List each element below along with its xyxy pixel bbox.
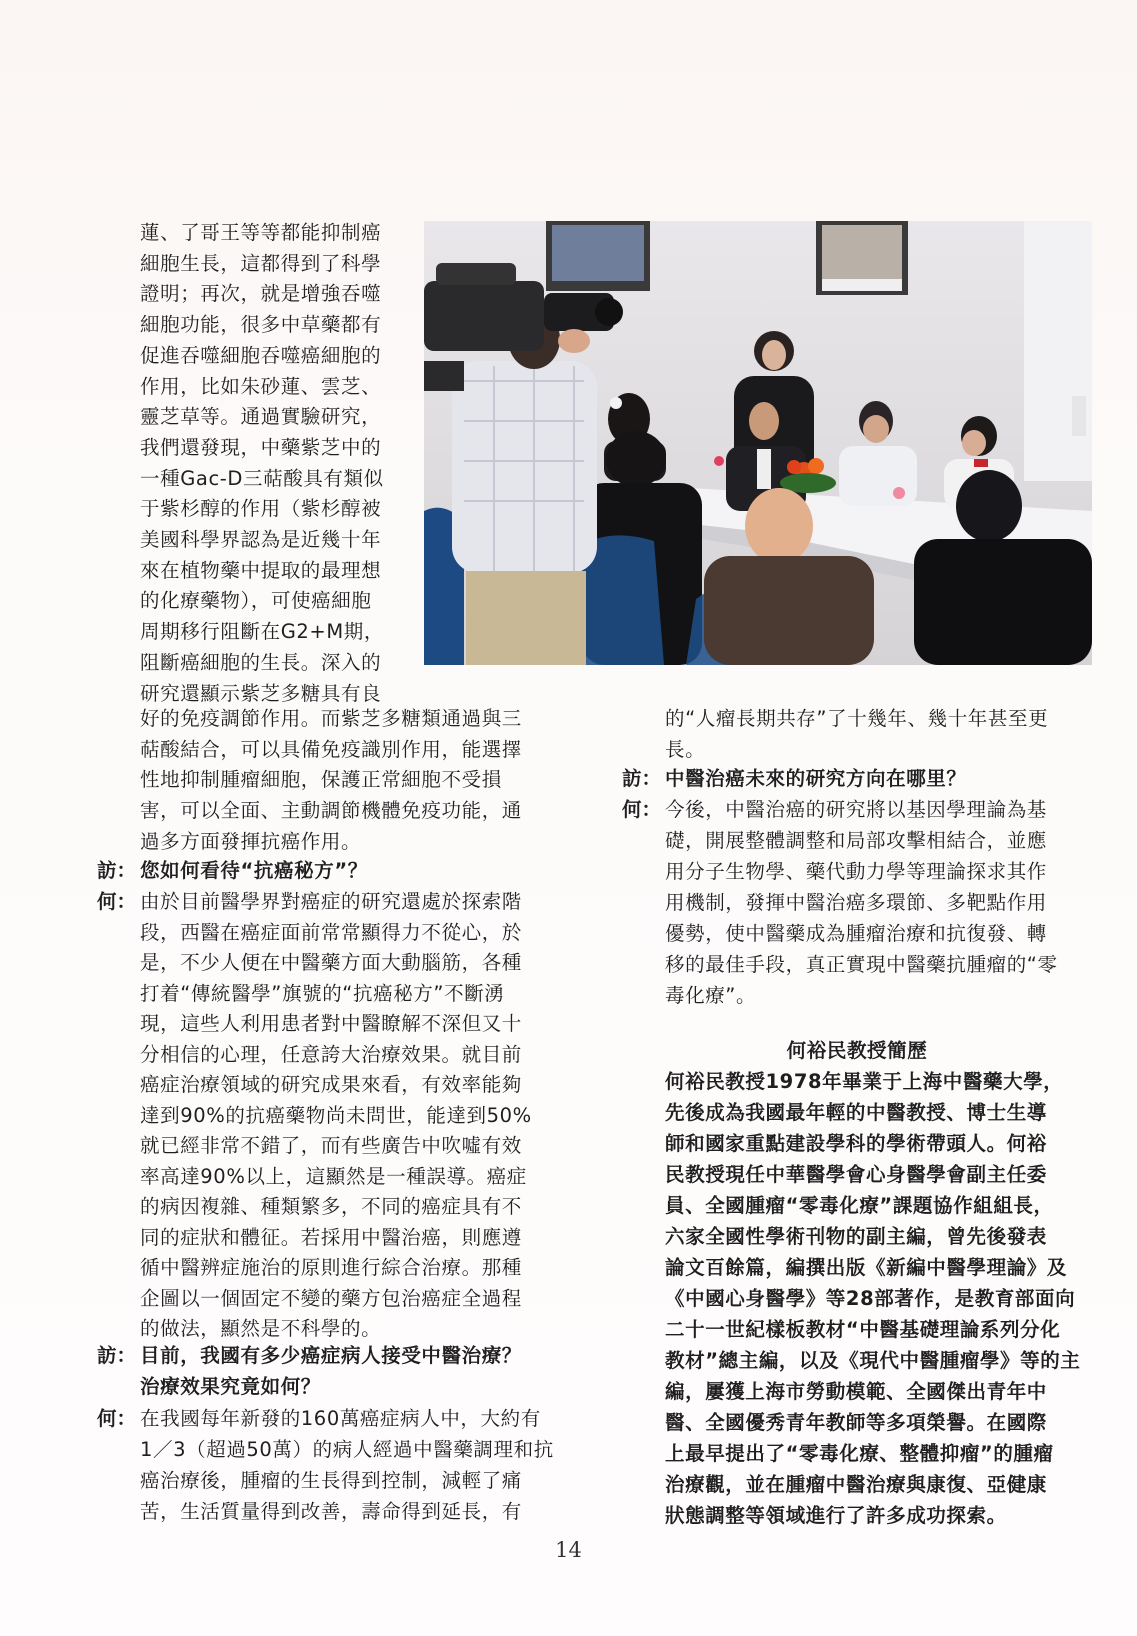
text-line: 好的免疫調節作用。而紫芝多糖類通過與三 <box>140 707 522 730</box>
text-line: 過多方面發揮抗癌作用。 <box>140 829 362 853</box>
text-line: 打着“傳統醫學”旗號的“抗癌秘方”不斷湧 <box>140 981 505 1005</box>
text-line: 細胞生長，這都得到了科學 <box>140 251 382 275</box>
text-line: 研究還顯示紫芝多糖具有良 <box>140 681 382 705</box>
text-line: 同的症狀和體征。若採用中醫治癌，則應遵 <box>140 1225 522 1249</box>
text-line: 的化療藥物），可使癌細胞 <box>140 589 372 613</box>
photo-illustration <box>424 221 1092 665</box>
bio-title: 何裕民教授簡歷 <box>786 1039 928 1062</box>
text-line: 達到90%的抗癌藥物尚未問世，能達到50% <box>140 1103 532 1127</box>
text-line: 由於目前醫學界對癌症的研究還處於探索階 <box>140 890 522 913</box>
text-line: 教材”總主編，以及《現代中醫腫瘤學》等的主 <box>665 1349 1081 1372</box>
text-line: 的“人瘤長期共存”了十幾年、幾十年甚至更 <box>665 707 1049 730</box>
text-line: 促進吞噬細胞吞噬癌細胞的 <box>140 343 382 367</box>
text-line: 苦，生活質量得到改善，壽命得到延長，有 <box>140 1500 522 1523</box>
text-line: 治療效果究竟如何？ <box>140 1375 321 1398</box>
interviewer-label: 訪： <box>97 1344 137 1367</box>
interviewer-label: 訪： <box>97 859 137 882</box>
text-line: 治療觀，並在腫瘤中醫治療與康復、亞健康 <box>665 1473 1047 1496</box>
text-line: 是，不少人便在中醫藥方面大動腦筋，各種 <box>140 951 522 974</box>
text-line: 醫、全國優秀青年教師等多項榮譽。在國際 <box>665 1411 1047 1434</box>
text-line: 癌症治療領域的研究成果來看，有效率能夠 <box>140 1073 522 1096</box>
text-line: 六家全國性學術刊物的副主編，曾先後發表 <box>665 1225 1047 1248</box>
text-line: 上最早提出了“零毒化療、整體抑瘤”的腫瘤 <box>665 1442 1054 1465</box>
text-line: 長。 <box>665 738 706 761</box>
text-line: 蓮、了哥王等等都能抑制癌 <box>140 221 382 244</box>
answer-label: 何： <box>622 798 662 821</box>
text-line: 二十一世紀樣板教材“中醫基礎理論系列分化 <box>665 1318 1061 1341</box>
text-line: 論文百餘篇，編撰出版《新編中醫學理論》及 <box>665 1256 1068 1279</box>
text-line: 先後成為我國最年輕的中醫教授、博士生導 <box>665 1101 1047 1124</box>
text-line: 企圖以一個固定不變的藥方包治癌症全過程 <box>140 1286 522 1310</box>
text-line: 細胞功能，很多中草藥都有 <box>140 313 382 337</box>
text-line: 何裕民教授1978年畢業于上海中醫藥大學， <box>665 1070 1064 1093</box>
text-line: 作用，比如朱砂蓮、雲芝、 <box>140 374 382 398</box>
text-line: 段，西醫在癌症面前常常顯得力不從心，於 <box>140 920 522 944</box>
text-line: 狀態調整等領域進行了許多成功探索。 <box>665 1504 1007 1527</box>
answer-label: 何： <box>97 890 137 913</box>
text-line: 來在植物藥中提取的最理想 <box>140 558 382 582</box>
text-line: 員、全國腫瘤“零毒化療”課題協作組組長， <box>665 1194 1054 1217</box>
interviewer-label: 訪： <box>622 767 662 790</box>
text-line: 我們還發現，中藥紫芝中的 <box>140 435 382 459</box>
text-line: 就已經非常不錯了，而有些廣告中吹噓有效 <box>140 1134 522 1157</box>
text-line: 率高達90%以上，這顯然是一種誤導。癌症 <box>140 1164 527 1188</box>
text-line: 周期移行阻斷在G2+M期， <box>140 620 384 644</box>
text-line: 《中國心身醫學》等28部著作，是教育部面向 <box>665 1287 1076 1310</box>
text-line: 的病因複雜、種類繁多，不同的癌症具有不 <box>140 1195 522 1218</box>
text-line: 毒化療”。 <box>665 984 757 1007</box>
press-conference-photo <box>424 221 1092 665</box>
text-line: 用分子生物學、藥代動力學等理論探求其作 <box>665 860 1047 883</box>
text-line: 師和國家重點建設學科的學術帶頭人。何裕 <box>665 1132 1047 1155</box>
text-line: 美國科學界認為是近幾十年 <box>140 528 382 551</box>
text-line: 1／3（超過50萬）的病人經過中醫藥調理和抗 <box>140 1438 554 1461</box>
text-line: 今後，中醫治癌的研究將以基因學理論為基 <box>665 798 1047 821</box>
text-line: 一種Gac-D三萜酸具有類似 <box>140 466 384 490</box>
question-1: 您如何看待“抗癌秘方”？ <box>140 859 368 882</box>
answer-label: 何： <box>97 1407 137 1430</box>
text-line: 癌治療後，腫瘤的生長得到控制，減輕了痛 <box>140 1469 522 1492</box>
text-line: 分相信的心理，任意誇大治療效果。就目前 <box>140 1042 522 1066</box>
text-line: 礎，開展整體調整和局部攻擊相結合，並應 <box>665 829 1047 852</box>
text-line: 優勢，使中醫藥成為腫瘤治療和抗復發、轉 <box>665 922 1047 945</box>
text-line: 在我國每年新發的160萬癌症病人中，大約有 <box>140 1407 541 1430</box>
text-line: 用機制，發揮中醫治癌多環節、多靶點作用 <box>665 891 1047 914</box>
text-line: 目前，我國有多少癌症病人接受中醫治療？ <box>140 1344 522 1367</box>
text-line: 循中醫辨症施治的原則進行綜合治療。那種 <box>140 1256 522 1279</box>
text-line: 證明；再次，就是增強吞噬 <box>140 282 382 306</box>
text-line: 的做法，顯然是不科學的。 <box>140 1317 382 1340</box>
question-3: 中醫治癌未來的研究方向在哪里？ <box>665 767 967 790</box>
text-line: 萜酸結合，可以具備免疫識別作用，能選擇 <box>140 737 522 761</box>
text-line: 性地抑制腫瘤細胞，保護正常細胞不受損 <box>140 768 502 792</box>
text-line: 阻斷癌細胞的生長。深入的 <box>140 650 382 674</box>
text-line: 現，這些人利用患者對中醫瞭解不深但又十 <box>140 1012 522 1035</box>
text-line: 于紫杉醇的作用（紫杉醇被 <box>140 497 382 521</box>
page-number: 14 <box>555 1538 582 1562</box>
text-line: 靈芝草等。通過實驗研究， <box>140 405 382 429</box>
text-line: 害，可以全面、主動調節機體免疫功能，通 <box>140 799 522 823</box>
text-line: 民教授現任中華醫學會心身醫學會副主任委 <box>665 1163 1047 1186</box>
text-line: 編，屢獲上海市勞動模範、全國傑出青年中 <box>665 1380 1047 1403</box>
text-line: 移的最佳手段，真正實現中醫藥抗腫瘤的“零 <box>665 953 1058 976</box>
